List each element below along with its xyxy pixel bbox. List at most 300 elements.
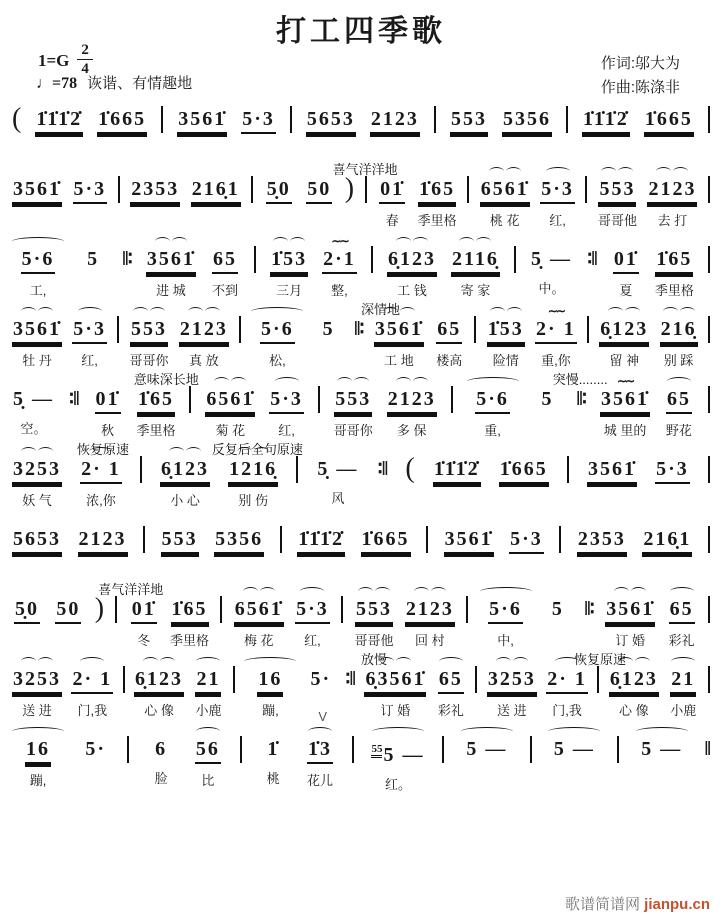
barline — [475, 666, 477, 693]
site-name: 歌谱简谱网 — [564, 896, 640, 913]
note-group: 1̇65 — [137, 386, 175, 414]
arc-spacer — [73, 162, 108, 176]
note-cell — [12, 442, 62, 509]
slur-arc — [72, 302, 107, 316]
repeat-sign: ‖∶ — [584, 598, 594, 620]
note-cell — [436, 652, 466, 719]
note-cell — [251, 302, 303, 369]
barline — [233, 666, 235, 693]
system-row — [6, 652, 716, 724]
slur-arc — [322, 232, 357, 246]
arc-spacer — [297, 512, 345, 526]
note-group: 3561̇ — [146, 246, 196, 274]
note-cell — [480, 582, 532, 649]
note-cell — [418, 162, 457, 229]
lyric-text: 小 心 — [170, 493, 200, 508]
note-group: 5· — [310, 668, 332, 690]
note-group: 5·3 — [540, 176, 575, 204]
slur-arc — [334, 372, 373, 386]
arc-spacer — [191, 162, 241, 176]
note-group: 65 — [438, 666, 464, 694]
staff-line — [6, 92, 716, 159]
slur-arc — [387, 232, 437, 246]
note-cell — [587, 442, 637, 509]
arc-spacer — [258, 722, 288, 736]
tempo-marking: ♩=78 — [36, 75, 78, 92]
note-cell — [354, 582, 393, 649]
note-cell — [535, 302, 577, 369]
barline — [123, 666, 125, 693]
note-group: 2123 — [387, 386, 437, 414]
barline — [708, 386, 710, 413]
note-group: 2123 — [647, 176, 697, 204]
note-cell — [12, 722, 64, 789]
note-group: 2123 — [179, 316, 229, 344]
note-group: 1̇1̇1̇2̇ — [35, 106, 83, 134]
parenthesis-mark: ( — [405, 453, 415, 484]
barline — [566, 106, 568, 133]
tempo-annotation: 突慢........ — [552, 372, 608, 387]
note-group: 2116̣ — [451, 246, 500, 274]
note-group: 553 — [598, 176, 636, 204]
barline — [240, 736, 242, 763]
note-group: 1̇665 — [499, 456, 549, 484]
note-cell — [543, 582, 573, 647]
note-group: 6561̇ — [205, 386, 255, 414]
site-link[interactable]: jianpu.cn — [644, 896, 710, 913]
note-group: 216̣1 — [191, 176, 241, 204]
lyric-text: 工 钱 — [397, 283, 427, 298]
note-cell — [487, 652, 537, 719]
note-cell — [642, 512, 692, 579]
note-cell — [644, 92, 694, 159]
note-cell — [434, 302, 464, 369]
slur-arc — [467, 372, 519, 386]
lyric-text: 浓,你 — [86, 493, 116, 508]
note-group: 01̇ — [95, 386, 121, 414]
lyric-text: 牡 丹 — [22, 353, 52, 368]
slur-arc — [193, 722, 223, 736]
note-group: 216̣1 — [642, 526, 692, 554]
lyric-text: 红, — [304, 633, 321, 648]
barline — [708, 666, 710, 693]
note-group: 216̣ — [660, 316, 698, 344]
note-group: 1̇65 — [655, 246, 693, 274]
barline — [708, 456, 710, 483]
note-group: 5 — [551, 598, 564, 620]
lyric-text: 蹦, — [29, 773, 47, 788]
note-cell — [78, 512, 128, 579]
note-cell — [264, 162, 294, 229]
arc-spacer — [655, 232, 694, 246]
note-cell — [322, 232, 357, 299]
barline — [371, 246, 373, 273]
note-group: 5̣0 — [14, 596, 40, 624]
note-cell — [161, 512, 199, 579]
key-label: 1=G — [38, 50, 70, 70]
note-cell — [297, 512, 345, 579]
mordent-icon: ∼∼ — [616, 374, 634, 388]
note-group: 5·3 — [269, 386, 304, 414]
slur-arc — [535, 302, 577, 316]
note-group: 56 — [195, 736, 221, 764]
lyric-text: 梅 花 — [243, 633, 274, 648]
note-group: 6̣123 — [609, 666, 659, 694]
note-group: 6561̇ — [480, 176, 530, 204]
lyric-text: 留 神 — [609, 353, 640, 368]
system-row — [6, 232, 716, 299]
note-group: 5·6 — [21, 246, 56, 274]
arc-spacer — [444, 512, 494, 526]
barline — [161, 106, 163, 133]
note-group: 2123 — [405, 596, 455, 624]
arc-spacer — [130, 162, 180, 176]
note-cell — [451, 232, 500, 299]
composer-credit: 作曲:陈涤非 — [600, 79, 680, 96]
arc-spacer — [161, 512, 199, 526]
barline — [708, 246, 710, 273]
slur-arc — [270, 232, 308, 246]
note-group: 5·6 — [488, 596, 523, 624]
note-group: 65 — [436, 316, 462, 344]
note-group: 5356 — [502, 106, 552, 134]
arc-spacer — [644, 92, 694, 106]
lyric-text: 季里格 — [654, 283, 694, 298]
note-cell — [130, 162, 180, 229]
lyric-text: 送 进 — [497, 703, 527, 718]
note-cell — [93, 372, 123, 439]
note-group: 01̇ — [131, 596, 157, 624]
note-group: 2353 — [130, 176, 180, 204]
lyric-text: 门,我 — [552, 703, 582, 718]
lyric-text: 风 — [331, 491, 345, 506]
lyric-text: 寄 家 — [460, 283, 491, 298]
lyric-text: 工, — [29, 283, 47, 298]
lyric-text: 险情 — [492, 353, 519, 368]
note-group: 5 — [87, 248, 100, 270]
slur-arc — [130, 302, 169, 316]
lyric-text: 松, — [269, 353, 286, 368]
lyric-text: 脸 — [154, 771, 168, 786]
barline — [617, 736, 619, 763]
note-group: 1̇53 — [270, 246, 308, 274]
slur-arc — [134, 652, 184, 666]
barline — [708, 526, 710, 553]
note-group: 3253 — [12, 666, 62, 694]
barline — [118, 176, 120, 203]
lyric-text: 真 放 — [189, 353, 219, 368]
note-cell — [605, 582, 655, 649]
slur-arc — [12, 442, 62, 456]
repeat-sign: ∶‖ — [345, 668, 355, 690]
note-cell — [78, 232, 108, 297]
barline — [220, 596, 222, 623]
note-cell — [35, 92, 83, 159]
note-group: 2· 1 — [535, 316, 577, 344]
note-cell — [667, 582, 697, 649]
arc-spacer — [146, 722, 176, 736]
lyric-text: 菊 花 — [215, 423, 246, 438]
slur-arc — [487, 302, 525, 316]
note-group: 1̇1̇1̇2̇ — [582, 106, 630, 134]
lyric-text: 空。 — [20, 421, 47, 436]
tempo-line — [36, 72, 192, 93]
note-group: 5̣0 — [266, 176, 292, 204]
note-cell — [146, 232, 196, 299]
lyric-text: 小鹿 — [195, 703, 222, 718]
slur-arc — [605, 582, 655, 596]
tempo-annotation: 放慢 — [361, 652, 388, 667]
grace-notes: 55 — [371, 743, 382, 758]
barline — [140, 456, 142, 483]
note-cell — [160, 442, 210, 509]
note-cell — [387, 372, 437, 439]
note-group: 1̇665 — [97, 106, 147, 134]
barline — [318, 386, 320, 413]
arc-spacer — [587, 442, 637, 456]
note-group: 65 — [666, 386, 692, 414]
slur-arc — [193, 652, 223, 666]
staff-line — [6, 512, 716, 579]
slur-arc — [12, 652, 62, 666]
barline — [530, 736, 532, 763]
barline — [341, 596, 343, 623]
lyric-text: 别 踩 — [663, 353, 694, 368]
note-cell — [244, 652, 296, 719]
note-cell — [334, 372, 373, 439]
lyric-text: 夏 — [619, 283, 633, 298]
note-cell — [647, 162, 697, 229]
note-cell — [73, 162, 108, 229]
lyric-text: 哥哥他 — [597, 213, 637, 228]
note-cell — [241, 92, 276, 159]
lyric-text: 花儿 — [307, 773, 334, 788]
note-group: 2· 1 — [71, 666, 113, 694]
lyric-text: 桃 花 — [489, 213, 520, 228]
note-group: 5·3 — [509, 526, 544, 554]
barline — [117, 316, 119, 343]
barline — [451, 386, 453, 413]
note-group: 6̣123 — [134, 666, 184, 694]
slur-arc — [636, 722, 688, 736]
slur-arc — [179, 302, 229, 316]
lyric-text: 妖 气 — [22, 493, 52, 508]
arc-spacer — [306, 92, 356, 106]
arc-spacer — [611, 232, 641, 246]
note-cell — [170, 582, 209, 649]
lyric-text: 比 — [201, 773, 215, 788]
repeat-sign: ‖∶ — [122, 248, 132, 270]
lyric-text: 心 像 — [619, 703, 649, 718]
note-group: 1̇665 — [644, 106, 694, 134]
note-cell — [71, 652, 113, 719]
note-cell — [12, 232, 64, 299]
arc-spacer — [12, 372, 55, 386]
slur-arc — [295, 582, 330, 596]
slur-arc — [461, 722, 513, 736]
barline — [467, 176, 469, 203]
note-cell — [130, 302, 169, 369]
slur-arc — [664, 372, 694, 386]
arc-spacer — [499, 442, 549, 456]
note-group: 3253 — [487, 666, 537, 694]
repeat-sign: ‖∶ — [353, 318, 364, 340]
note-group: 3561̇ — [12, 316, 62, 344]
lyric-text: 季里格 — [170, 633, 210, 648]
score — [0, 92, 722, 796]
slur-arc — [387, 372, 437, 386]
note-cell — [12, 162, 62, 229]
lyric-text: 红, — [278, 423, 295, 438]
note-cell — [405, 582, 455, 649]
lyric-text: 去 打 — [657, 213, 688, 228]
arc-spacer — [210, 232, 240, 246]
note-cell — [205, 372, 255, 439]
note-group: 553 — [450, 106, 488, 134]
note-group: 50 — [55, 596, 81, 624]
tempo-annotation: 深情地 — [361, 302, 401, 317]
note-group: 5·3 — [295, 596, 330, 624]
arc-spacer — [81, 722, 111, 736]
note-cell — [461, 722, 513, 787]
lyric-text: 红, — [81, 353, 98, 368]
system-row — [6, 442, 716, 509]
barline — [426, 526, 428, 553]
note-cell — [305, 722, 335, 789]
note-cell — [577, 512, 627, 579]
lyric-text: 小鹿 — [670, 703, 697, 718]
arc-spacer — [12, 162, 62, 176]
slur-arc — [305, 722, 335, 736]
slur-arc — [599, 302, 649, 316]
lyric-text: 彩礼 — [668, 633, 695, 648]
note-group: 6̣3561̇ — [364, 666, 426, 694]
note-cell — [269, 372, 304, 439]
note-group: 3561̇ — [587, 456, 637, 484]
arc-spacer — [53, 582, 83, 596]
arc-spacer — [12, 582, 42, 596]
note-cell — [502, 92, 552, 159]
arc-spacer — [35, 92, 83, 106]
note-group: 5 — — [553, 738, 595, 760]
barline — [127, 736, 129, 763]
parenthesis-mark: ( — [12, 103, 22, 134]
note-cell — [480, 162, 530, 229]
note-cell — [12, 302, 62, 369]
lyric-text: 彩礼 — [437, 703, 464, 718]
slur-arc — [436, 652, 466, 666]
note-cell — [234, 582, 284, 649]
arc-spacer — [418, 162, 457, 176]
slur-arc — [660, 302, 698, 316]
lyric-text: 季里格 — [136, 423, 176, 438]
slur-arc — [12, 302, 62, 316]
note-cell — [314, 302, 344, 367]
arc-spacer — [97, 92, 147, 106]
note-group: 5 — [541, 388, 554, 410]
barline — [559, 526, 561, 553]
note-cell — [270, 232, 308, 299]
parenthesis-mark: ) — [94, 593, 105, 624]
slur-arc — [160, 442, 210, 456]
note-cell — [97, 92, 147, 159]
arc-spacer — [316, 442, 359, 456]
note-group: 3561̇ — [177, 106, 227, 134]
arc-spacer — [361, 512, 411, 526]
arc-spacer — [304, 162, 334, 176]
note-group: 65 — [212, 246, 238, 274]
lyric-text: 多 保 — [396, 423, 427, 438]
barline — [115, 596, 117, 623]
arc-spacer — [93, 372, 123, 386]
note-cell — [179, 302, 229, 369]
slur-arc — [540, 162, 575, 176]
lyric-text: 送 进 — [22, 703, 52, 718]
lyric-text: 重, — [484, 423, 501, 438]
staff-line — [6, 722, 716, 793]
note-cell — [306, 92, 356, 159]
lyric-text: 城 里的 — [603, 423, 647, 438]
note-group: 1̇53 — [487, 316, 525, 344]
note-cell — [636, 722, 688, 787]
lyric-text: 不到 — [211, 283, 238, 298]
arc-spacer — [241, 92, 276, 106]
slur-arc — [451, 232, 500, 246]
system-row — [6, 722, 716, 793]
lyric-text: 中, — [497, 633, 514, 648]
barline — [708, 176, 710, 203]
arc-spacer — [214, 512, 264, 526]
note-cell — [316, 442, 359, 507]
system-row — [6, 162, 716, 229]
breath-mark: V — [318, 709, 328, 724]
lyric-text: 进 城 — [156, 283, 186, 298]
note-group: $^{55}$5 — — [371, 743, 425, 766]
note-cell — [599, 302, 649, 369]
note-group: 5̣ — — [317, 458, 359, 480]
system-row — [6, 302, 716, 369]
lyric-text: 门,我 — [77, 703, 108, 718]
note-cell — [12, 372, 55, 437]
staff-line — [6, 232, 716, 299]
note-cell — [370, 92, 420, 159]
note-cell — [134, 652, 184, 719]
note-group: 01̇ — [613, 246, 639, 274]
staff-line — [6, 372, 716, 439]
slur-arc — [146, 232, 196, 246]
note-cell — [295, 582, 330, 649]
note-group: 5653 — [12, 526, 62, 554]
slur-arc — [205, 372, 255, 386]
lyric-text: 野花 — [665, 423, 692, 438]
barline — [587, 316, 589, 343]
barline — [585, 176, 587, 203]
note-group: 1̇1̇1̇2̇ — [297, 526, 345, 554]
repeat-sign: ∶‖ — [377, 458, 388, 480]
note-group: 1̇65 — [418, 176, 456, 204]
note-group: 5 — [322, 318, 335, 340]
note-cell — [193, 722, 223, 789]
lyric-text: 季里格 — [417, 213, 457, 228]
arc-spacer — [314, 302, 344, 316]
system-row — [6, 92, 716, 159]
note-group: 1̇1̇1̇2̇ — [433, 456, 481, 484]
system-row — [6, 582, 716, 649]
system-row — [6, 372, 716, 439]
lyric-text: 别 伤 — [238, 493, 268, 508]
note-group: 5·6 — [260, 316, 295, 344]
arc-spacer — [370, 92, 420, 106]
